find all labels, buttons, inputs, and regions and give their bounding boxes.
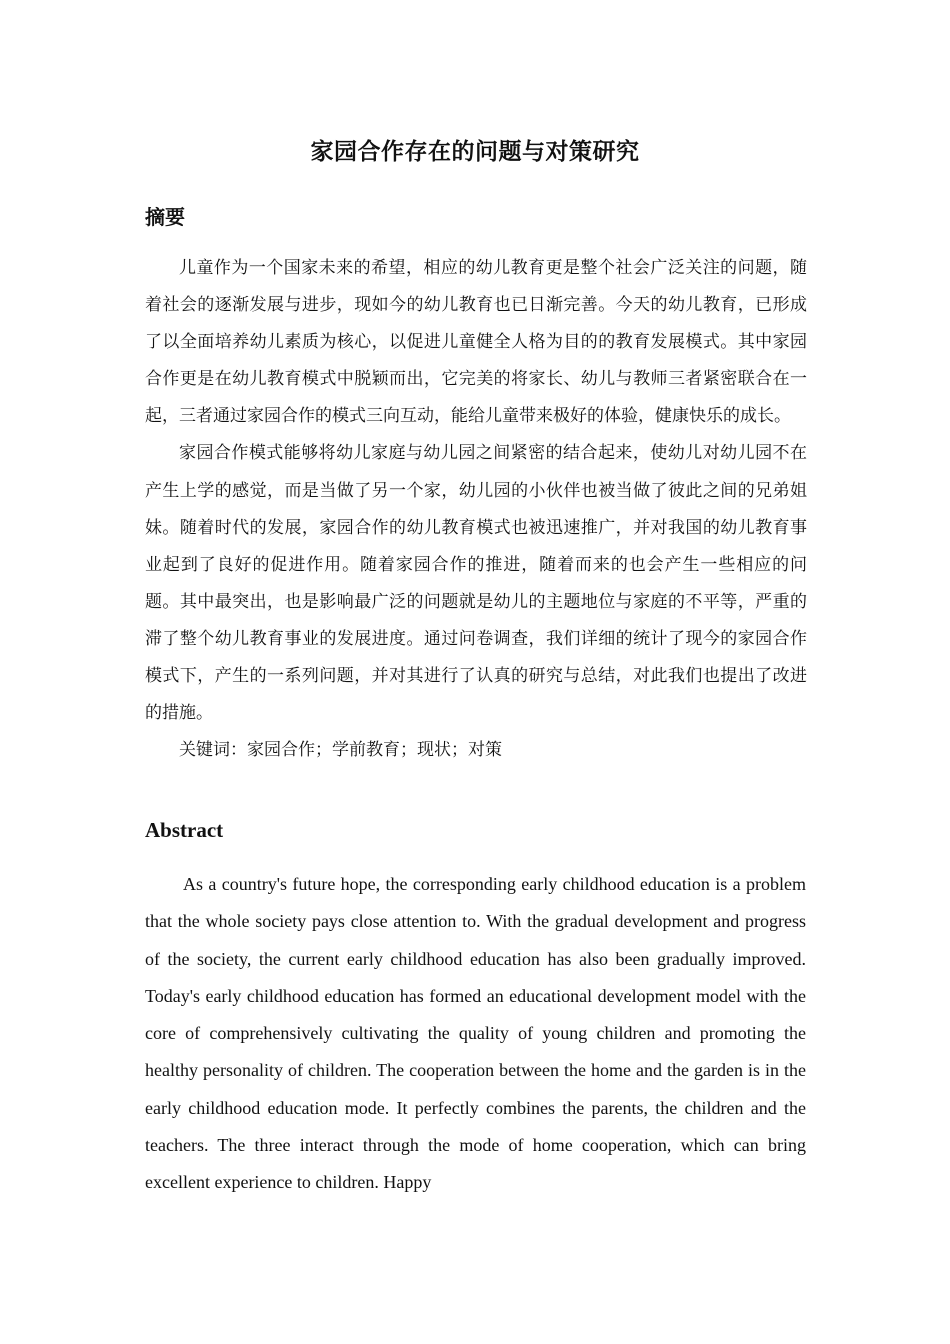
abstract-cn-heading: 摘要 [145,205,185,229]
keywords-line: 关键词：家园合作；学前教育；现状；对策 [179,740,502,761]
document-title: 家园合作存在的问题与对策研究 [310,138,640,165]
abstract-cn-paragraph-2: 家园合作模式能够将幼儿家庭与幼儿园之间紧密的结合起来，使幼儿对幼儿园不在产生上学的感觉，而是当做了另一个家，幼儿园的小伙伴也被当做了彼此之间的兄弟姐妹。随着时代的发展，家园合作的幼儿教育模式也被迅速推广，并对我国的幼儿教育事业起到了良好的促进作用。随着家园合作的推进，随着而来的也会产生一些相应的问题。其中最突出，也是影响最广泛的问题就是幼儿的主题地位与家庭的不平等，严重的滞了整个幼儿教育事业的发展进度。通过问卷调查，我们详细的统计了现今的家园合作模式下，产生的一系列问题，并对其进行了认真的研究与总结，对此我们也提出了改进的措施。 [145,443,807,724]
abstract-cn-body [145,250,807,769]
abstract-cn-paragraph-1: 儿童作为一个国家未来的希望，相应的幼儿教育更是整个社会广泛关注的问题，随着社会的逐渐发展与进步，现如今的幼儿教育也已日渐完善。今天的幼儿教育，已形成了以全面培养幼儿素质为核心，以促进儿童健全人格为目的的教育发展模式。其中家园合作更是在幼儿教育模式中脱颖而出，它完美的将家长、幼儿与教师三者紧密联合在一起，三者通过家园合作的模式三向互动，能给儿童带来极好的体验，健康快乐的成长。 [145,258,807,427]
abstract-en-body [145,866,806,1202]
abstract-en-heading: Abstract [145,818,224,842]
abstract-en-paragraph-1: As a country's future hope, the corresponding early childhood education is a problem that the whole society pays close attention to. With the gradual development and progress of the society, the current early childhood education has also been gradually improved. Today's early childhood education has formed an educational development model with the core of comprehensively cultivating the quality of young children and promoting the healthy personality of children. The cooperation between the home and the garden is in the early childhood education mode. It perfectly combines the parents, the children and the teachers. The three interact through the mode of home cooperation, which can bring excellent experience to children. Happy [145,874,806,1193]
